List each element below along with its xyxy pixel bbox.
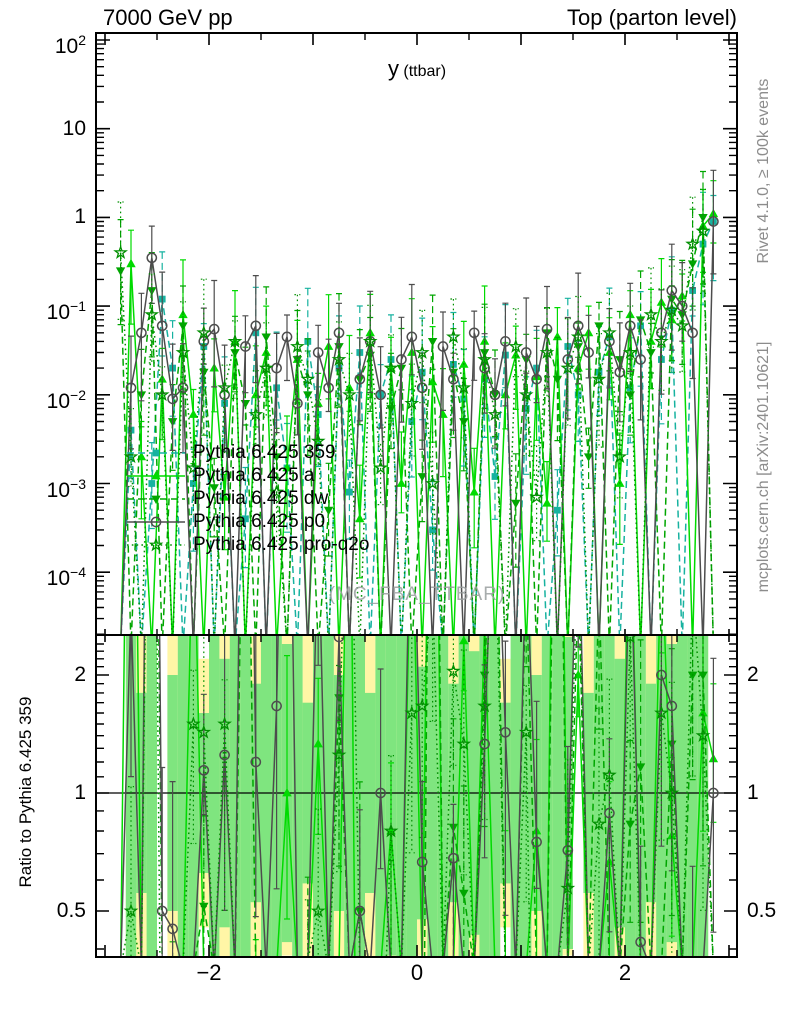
observable-title (388, 56, 446, 82)
legend (126, 443, 369, 558)
triangle-up-marker (345, 327, 354, 335)
y-tick-label: $10^{-2}$ (46, 386, 86, 413)
x-tick-label: −2 (196, 960, 222, 985)
error-bar (430, 0, 436, 306)
legend-item (126, 489, 369, 509)
legend-item (126, 466, 369, 486)
rivet-version-note: Rivet 4.1.0, ≥ 100k events (755, 78, 772, 264)
square-marker (554, 507, 561, 514)
legend-label: Pythia 6.425 a (193, 465, 315, 486)
triangle-up-marker (553, 22, 562, 30)
triangle-down-marker (241, 280, 250, 288)
legend-item (126, 443, 369, 463)
error-bar (274, 969, 280, 1024)
ratio-axis-title: Ratio to Pythia 6.425 359 (16, 696, 35, 888)
y-tick-label: $10^{-1}$ (46, 298, 86, 325)
ratio-tick-label-right: 0.5 (747, 899, 777, 922)
error-bar (159, 969, 165, 1024)
error-bar (430, 0, 436, 20)
ratio-tick-label-right: 2 (747, 662, 759, 686)
observable-symbol: y (387, 56, 399, 81)
legend-sample (126, 490, 186, 508)
triangle-down-marker (428, 338, 437, 346)
y-tick-label: $10^{-4}$ (46, 564, 86, 591)
legend-label: Pythia 6.425 359 (193, 442, 336, 463)
circle-marker (241, 27, 250, 36)
watermark: (MC_FBA_TTBAR) (328, 584, 506, 605)
error-bar (149, 226, 155, 303)
legend-label: Pythia 6.425 pro-q2o (193, 534, 370, 555)
x-tick-label: 0 (410, 960, 424, 985)
star-marker (573, 531, 584, 542)
y-tick-label: 1 (74, 205, 86, 229)
y-tick-label: $10^2$ (54, 32, 86, 58)
series-1 (121, 192, 717, 647)
triangle-down-marker (553, 211, 562, 219)
triangle-down-marker (594, 585, 603, 593)
beam-energy-title: 7000 GeV pp (103, 5, 233, 30)
error-bar (575, 439, 581, 575)
series-line (121, 214, 714, 647)
legend-label: Pythia 6.425 dw (193, 488, 329, 509)
legend-sample (126, 536, 186, 554)
triangle-down-marker (646, 349, 655, 357)
legend-sample (126, 444, 186, 462)
star-marker (687, 582, 698, 593)
triangle-down-marker (594, 322, 603, 330)
legend-item (126, 512, 369, 532)
mcplots-citation-note: mcplots.cern.ch [arXiv:2401.10621] (755, 341, 772, 593)
error-bar (398, 432, 404, 513)
triangle-down-marker (511, 500, 520, 508)
error-bar (159, 969, 165, 1024)
ratio-tick-label-left: 1 (74, 781, 86, 804)
legend-sample (126, 467, 186, 485)
error-bar (658, 431, 664, 653)
y-tick-label: 10 (62, 116, 86, 140)
circle-marker (626, 514, 635, 523)
process-title: Top (parton level) (567, 5, 737, 30)
legend-label: Pythia 6.425 p0 (193, 511, 326, 532)
triangle-up-marker (126, 53, 135, 61)
triangle-up-marker (470, 487, 479, 495)
triangle-down-marker (241, 400, 250, 408)
error-bar (253, 969, 259, 1024)
legend-sample (126, 513, 186, 531)
square-marker (429, 527, 436, 534)
circle-marker (282, 209, 291, 218)
error-bar (513, 309, 519, 377)
error-bar (534, 969, 540, 1024)
error-bar (242, 130, 248, 324)
series-2 (121, 181, 719, 647)
error-bar (274, 969, 280, 1024)
triangle-up-marker (126, 259, 135, 267)
error-bar (627, 414, 633, 635)
star-marker (146, 41, 157, 52)
error-bar (242, 0, 248, 149)
circle-marker (126, 601, 135, 610)
triangle-up-marker (397, 479, 406, 487)
triangle-down-marker (574, 576, 583, 584)
error-bar (554, 0, 560, 125)
error-bar (409, 285, 415, 375)
ratio-tick-label-left: 2 (74, 662, 86, 686)
error-bar (284, 172, 290, 323)
square-marker (492, 473, 499, 480)
ratio-tick-label-right: 1 (747, 781, 759, 804)
error-bar (575, 533, 581, 631)
legend-item (126, 535, 369, 555)
triangle-up-marker (480, 621, 489, 629)
triangle-up-marker (428, 134, 437, 142)
square-marker (153, 450, 160, 457)
observable-detail: (ttbar) (403, 63, 447, 80)
x-tick-label: 2 (618, 960, 632, 985)
error-bar (357, 969, 363, 1024)
series-line (121, 217, 714, 647)
ratio-tick-label-left: 0.5 (56, 899, 86, 922)
triangle-up-marker (542, 498, 551, 506)
y-tick-label: $10^{-3}$ (46, 475, 86, 502)
